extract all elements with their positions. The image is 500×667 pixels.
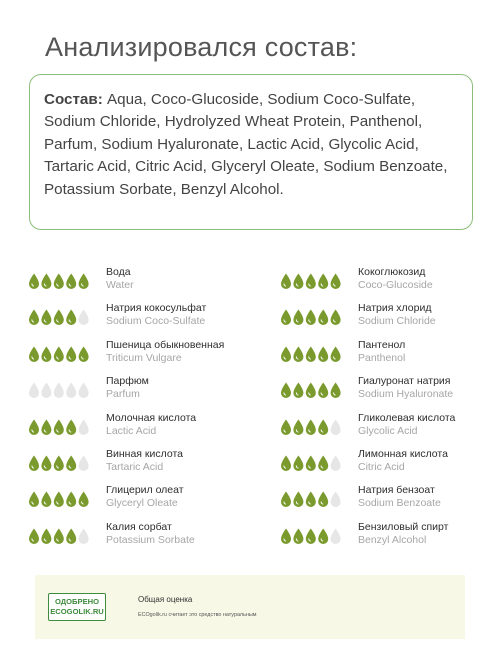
drop-icon-filled — [318, 528, 328, 544]
drop-icon-filled — [41, 528, 51, 544]
ingredient-name-ru: Натрия бензоат — [358, 484, 435, 497]
ingredient-name-ru: Гиалуронат натрия — [358, 375, 451, 388]
drop-icon-filled — [29, 528, 39, 544]
ingredient-names — [358, 484, 500, 510]
drop-icon-filled — [79, 346, 89, 362]
drop-icon-filled — [54, 528, 64, 544]
ingredient-name-ru: Глицерил олеат — [106, 484, 184, 497]
drop-icon-filled — [54, 419, 64, 435]
ingredient-names — [358, 375, 500, 401]
drop-icon-filled — [79, 274, 89, 290]
drop-icon-filled — [66, 419, 76, 435]
drop-icon-filled — [306, 528, 316, 544]
ingredient-name-latin: Lactic Acid — [106, 424, 157, 437]
drop-icon-filled — [306, 492, 316, 508]
drop-icon-filled — [281, 274, 291, 290]
drop-icon-filled — [293, 310, 303, 326]
rating-drops — [28, 454, 90, 472]
rating-drops — [280, 272, 342, 290]
ingredient-name-ru: Гликолевая кислота — [358, 411, 456, 424]
ingredient-names — [106, 412, 276, 438]
composition-text: Aqua, Coco-Glucoside, Sodium Coco-Sulfate, Sodium Chloride, Hydrolyzed Wheat Protein, Panthenol, Parfum, Sodium Hyaluronate, Lactic Acid, Glycolic Acid, Tartaric Acid, Citric Acid, Glyceryl Oleate, Sodium Benzoate, Potassium Sorbate, Benzyl Alcohol. — [44, 91, 448, 198]
drop-icon-filled — [54, 456, 64, 472]
drop-icon-filled — [29, 274, 39, 290]
drop-icon-filled — [281, 310, 291, 326]
drop-icon-filled — [331, 346, 341, 362]
drop-icon-filled — [318, 310, 328, 326]
drop-icon-filled — [66, 528, 76, 544]
ingredient-name-latin: Sodium Hyaluronate — [358, 388, 454, 401]
drop-icon-empty — [79, 528, 89, 544]
drop-icon-filled — [66, 492, 76, 508]
drop-icon-filled — [29, 492, 39, 508]
ingredient-item — [280, 448, 485, 480]
ingredient-name-latin: Parfum — [106, 388, 140, 401]
ingredient-name-latin: Water — [106, 279, 134, 291]
rating-drops-svg — [280, 308, 342, 326]
rating-drops — [280, 381, 342, 399]
rating-drops-svg — [280, 272, 342, 290]
footer-panel — [35, 575, 465, 639]
rating-drops-svg — [28, 527, 90, 545]
rating-drops — [28, 418, 90, 436]
ingredient-item — [280, 266, 485, 298]
rating-drops — [280, 527, 342, 545]
rating-drops — [28, 345, 90, 363]
approved-badge — [48, 593, 106, 621]
drop-icon-empty — [54, 383, 64, 399]
composition-box — [29, 74, 473, 230]
drop-icon-filled — [281, 528, 291, 544]
ingredient-name-ru: Парфюм — [106, 375, 149, 388]
drop-icon-empty — [331, 419, 341, 435]
ingredient-item — [280, 375, 485, 407]
drop-icon-filled — [79, 492, 89, 508]
rating-drops-svg — [280, 345, 342, 363]
ingredient-item — [28, 266, 233, 298]
ingredient-name-ru: Лимонная кислота — [358, 448, 448, 460]
ingredient-name-ru: Вода — [106, 266, 131, 278]
drop-icon-empty — [66, 383, 76, 399]
ingredient-name-latin: Benzyl Alcohol — [358, 533, 427, 546]
rating-drops-svg — [28, 454, 90, 472]
drop-icon-filled — [66, 274, 76, 290]
ingredient-item — [280, 339, 485, 371]
rating-drops — [280, 345, 342, 363]
drop-icon-filled — [281, 383, 291, 399]
drop-icon-filled — [66, 310, 76, 326]
drop-icon-filled — [306, 310, 316, 326]
drop-icon-empty — [331, 456, 341, 472]
drop-icon-filled — [281, 419, 291, 435]
ingredient-item — [28, 302, 233, 334]
ingredient-name-latin: Panthenol — [358, 351, 406, 364]
drop-icon-filled — [293, 456, 303, 472]
drop-icon-filled — [318, 419, 328, 435]
ingredient-names — [358, 448, 500, 474]
ingredient-item — [28, 412, 233, 444]
drop-icon-filled — [318, 383, 328, 399]
drop-icon-filled — [54, 310, 64, 326]
drop-icon-empty — [79, 456, 89, 472]
ingredient-name-latin: Glycolic Acid — [358, 424, 418, 437]
composition-label: Состав: — [44, 91, 103, 108]
drop-icon-filled — [331, 310, 341, 326]
drop-icon-filled — [331, 383, 341, 399]
rating-drops-svg — [280, 418, 342, 436]
badge-line-site: ECOGOLIK.RU — [50, 607, 104, 616]
ingredient-grid — [28, 266, 478, 556]
drop-icon-filled — [66, 346, 76, 362]
ingredient-name-latin: Sodium Coco-Sulfate — [106, 315, 206, 328]
ingredient-item — [28, 484, 233, 516]
ingredient-names — [106, 484, 276, 510]
ingredient-name-latin: Glyceryl Oleate — [106, 497, 178, 510]
rating-drops-svg — [280, 381, 342, 399]
ingredient-item — [280, 521, 485, 553]
drop-icon-filled — [306, 419, 316, 435]
ingredient-item — [280, 484, 485, 516]
ingredient-name-ru: Калия сорбат — [106, 520, 172, 533]
ingredient-item — [28, 521, 233, 553]
rating-drops-svg — [28, 381, 90, 399]
rating-drops-svg — [280, 490, 342, 508]
rating-drops — [28, 272, 90, 290]
rating-drops — [28, 527, 90, 545]
drop-icon-filled — [293, 419, 303, 435]
ingredient-name-latin: Potassium Sorbate — [106, 533, 195, 546]
drop-icon-filled — [29, 310, 39, 326]
drop-icon-empty — [331, 492, 341, 508]
ingredient-names — [358, 521, 500, 547]
drop-icon-filled — [41, 274, 51, 290]
ingredient-names — [106, 266, 276, 292]
drop-icon-filled — [54, 274, 64, 290]
ingredient-name-ru: Натрия хлорид — [358, 302, 432, 315]
page-title: Анализировался состав: — [45, 32, 358, 62]
drop-icon-empty — [29, 383, 39, 399]
rating-drops-svg — [280, 454, 342, 472]
rating-drops-svg — [280, 527, 342, 545]
drop-icon-filled — [281, 492, 291, 508]
drop-icon-empty — [79, 419, 89, 435]
drop-icon-filled — [318, 274, 328, 290]
rating-drops — [280, 454, 342, 472]
rating-drops — [28, 381, 90, 399]
drop-icon-empty — [79, 310, 89, 326]
ingredient-item — [28, 339, 233, 371]
drop-icon-filled — [293, 492, 303, 508]
rating-drops — [280, 490, 342, 508]
drop-icon-filled — [331, 274, 341, 290]
drop-icon-filled — [306, 346, 316, 362]
rating-drops — [280, 308, 342, 326]
ingredient-name-latin: Triticum Vulgare — [106, 351, 182, 364]
ingredient-item — [280, 302, 485, 334]
ingredient-name-ru: Натрия кокосульфат — [106, 302, 207, 315]
drop-icon-filled — [29, 419, 39, 435]
drop-icon-filled — [293, 528, 303, 544]
rating-drops — [280, 418, 342, 436]
ingredient-name-latin: Sodium Chloride — [358, 315, 436, 328]
drop-icon-filled — [29, 456, 39, 472]
ingredient-names — [106, 302, 276, 328]
ingredient-names — [106, 521, 276, 547]
rating-drops — [28, 490, 90, 508]
ingredient-name-latin: Citric Acid — [358, 461, 405, 473]
drop-icon-empty — [331, 528, 341, 544]
drop-icon-filled — [29, 346, 39, 362]
rating-drops-svg — [28, 308, 90, 326]
drop-icon-filled — [306, 383, 316, 399]
ingredient-name-latin: Sodium Benzoate — [358, 497, 441, 510]
drop-icon-filled — [293, 383, 303, 399]
rating-drops-svg — [28, 272, 90, 290]
ingredient-name-latin: Tartaric Acid — [106, 461, 164, 473]
ingredient-names — [358, 266, 500, 292]
drop-icon-filled — [66, 456, 76, 472]
drop-icon-empty — [41, 383, 51, 399]
drop-icon-empty — [79, 383, 89, 399]
ingredient-name-ru: Бензиловый спирт — [358, 520, 449, 533]
drop-icon-filled — [54, 492, 64, 508]
ingredient-names — [358, 302, 500, 328]
ingredient-names — [358, 412, 500, 438]
ingredient-name-ru: Молочная кислота — [106, 411, 197, 424]
ingredient-names — [106, 339, 276, 365]
overall-score-note: ECOgolik.ru считает это средство натуральным — [138, 612, 257, 618]
ingredient-name-ru: Винная кислота — [106, 448, 184, 460]
rating-drops-svg — [28, 490, 90, 508]
ingredient-names — [106, 448, 276, 474]
drop-icon-filled — [318, 492, 328, 508]
drop-icon-filled — [318, 346, 328, 362]
ingredient-item — [280, 412, 485, 444]
drop-icon-filled — [293, 346, 303, 362]
drop-icon-filled — [293, 274, 303, 290]
ingredient-names — [358, 339, 500, 365]
ingredient-name-ru: Пшеница обыкновенная — [106, 338, 225, 351]
drop-icon-filled — [281, 456, 291, 472]
ingredient-name-latin: Coco-Glucoside — [358, 279, 433, 291]
drop-icon-filled — [41, 346, 51, 362]
drop-icon-filled — [41, 310, 51, 326]
drop-icon-filled — [41, 492, 51, 508]
drop-icon-filled — [41, 456, 51, 472]
drop-icon-filled — [41, 419, 51, 435]
ingredient-name-ru: Пантенол — [358, 338, 406, 351]
drop-icon-filled — [54, 346, 64, 362]
overall-score-label: Общая оценка — [138, 595, 193, 604]
badge-line-approved: ОДОБРЕНО — [54, 597, 100, 606]
rating-drops-svg — [28, 418, 90, 436]
drop-icon-filled — [318, 456, 328, 472]
drop-icon-filled — [306, 274, 316, 290]
ingredient-item — [28, 448, 233, 480]
drop-icon-filled — [281, 346, 291, 362]
ingredient-names — [106, 375, 276, 401]
rating-drops-svg — [28, 345, 90, 363]
ingredient-name-ru: Кокоглюкозид — [358, 266, 426, 278]
ingredient-item — [28, 375, 233, 407]
drop-icon-filled — [306, 456, 316, 472]
rating-drops — [28, 308, 90, 326]
